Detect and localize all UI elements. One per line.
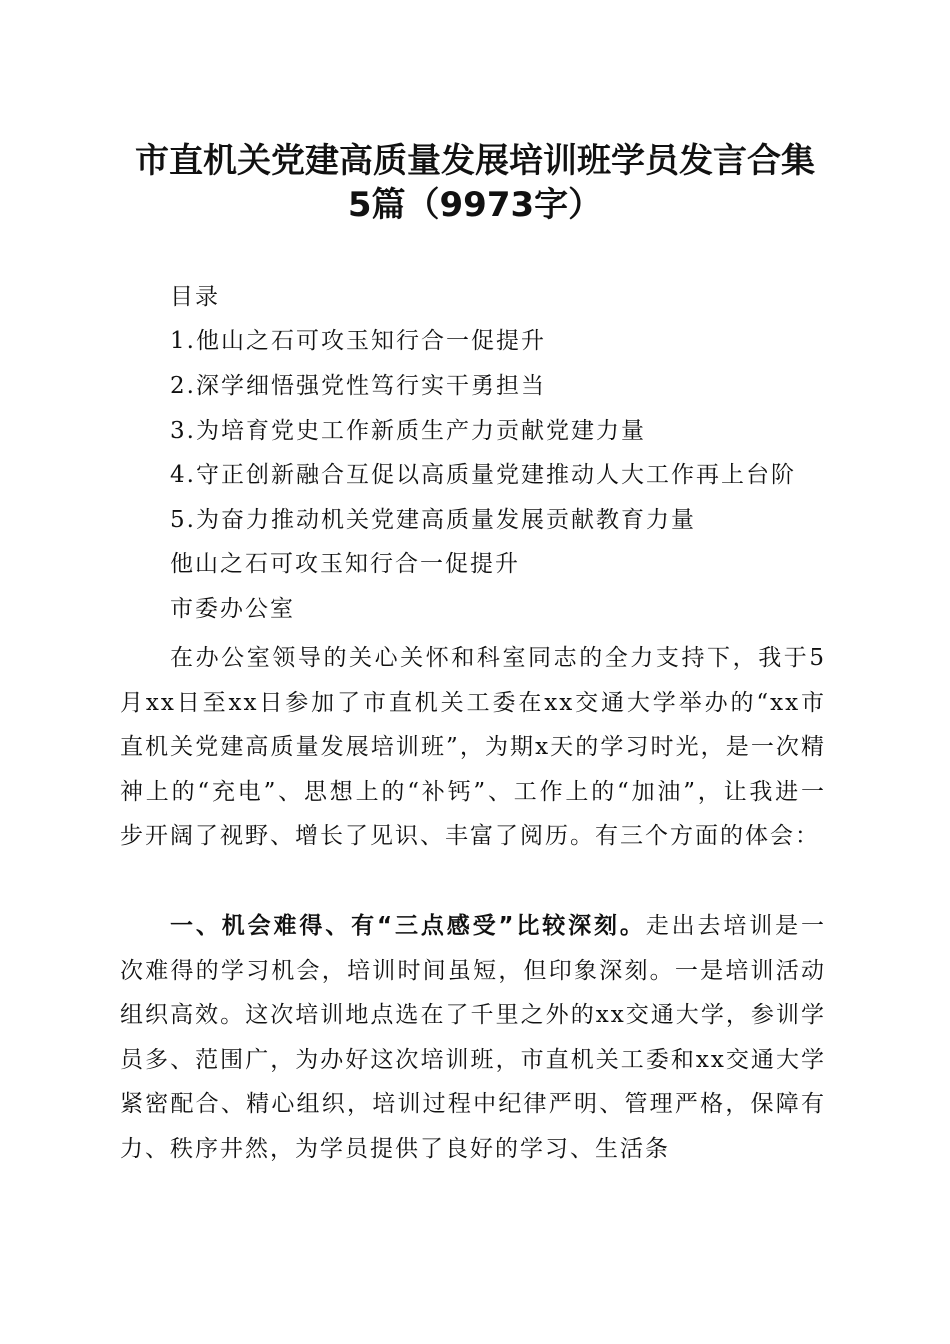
document-title-line-2: 5篇（9973字）	[347, 185, 603, 225]
body-paragraph-2	[120, 904, 826, 1172]
paragraph-2-body: 走出去培训是一次难得的学习机会，培训时间虽短，但印象深刻。一是培训活动组织高效。这次培训地点选在了千里之外的xx交通大学，参训学员多、范围广，为办好这次培训班，市直机关工委和xx交通大学紧密配合、精心组织，培训过程中纪律严明、管理严格，保障有力、秩序井然，为学员提供了良好的学习、生活条	[120, 913, 827, 1162]
paragraph-2-heading: 一、机会难得、有“三点感受”比较深刻。	[170, 913, 646, 939]
document-title-line-1: 市直机关党建高质量发展培训班学员发言合集	[135, 141, 815, 181]
toc-item-1: 1.他山之石可攻玉知行合一促提升	[170, 328, 546, 354]
toc-item-5: 5.为奋力推动机关党建高质量发展贡献教育力量	[170, 507, 696, 533]
toc-item-4: 4.守正创新融合互促以高质量党建推动人大工作再上台阶	[170, 462, 796, 488]
body-paragraph-1: 在办公室领导的关心关怀和科室同志的全力支持下，我于5月xx日至xx日参加了市直机关工委在xx交通大学举办的“xx市直机关党建高质量发展培训班”，为期x天的学习时光，是一次精神上的“充电”、思想上的“补钙”、工作上的“加油”，让我进一步开阔了视野、增长了见识、丰富了阅历。有三个方面的体会：	[120, 645, 826, 850]
toc-item-2: 2.深学细悟强党性笃行实干勇担当	[170, 373, 546, 399]
toc-heading: 目录	[170, 284, 220, 310]
toc-item-3: 3.为培育党史工作新质生产力贡献党建力量	[170, 418, 646, 444]
article-author: 市委办公室	[170, 596, 295, 622]
article-title: 他山之石可攻玉知行合一促提升	[170, 551, 520, 577]
